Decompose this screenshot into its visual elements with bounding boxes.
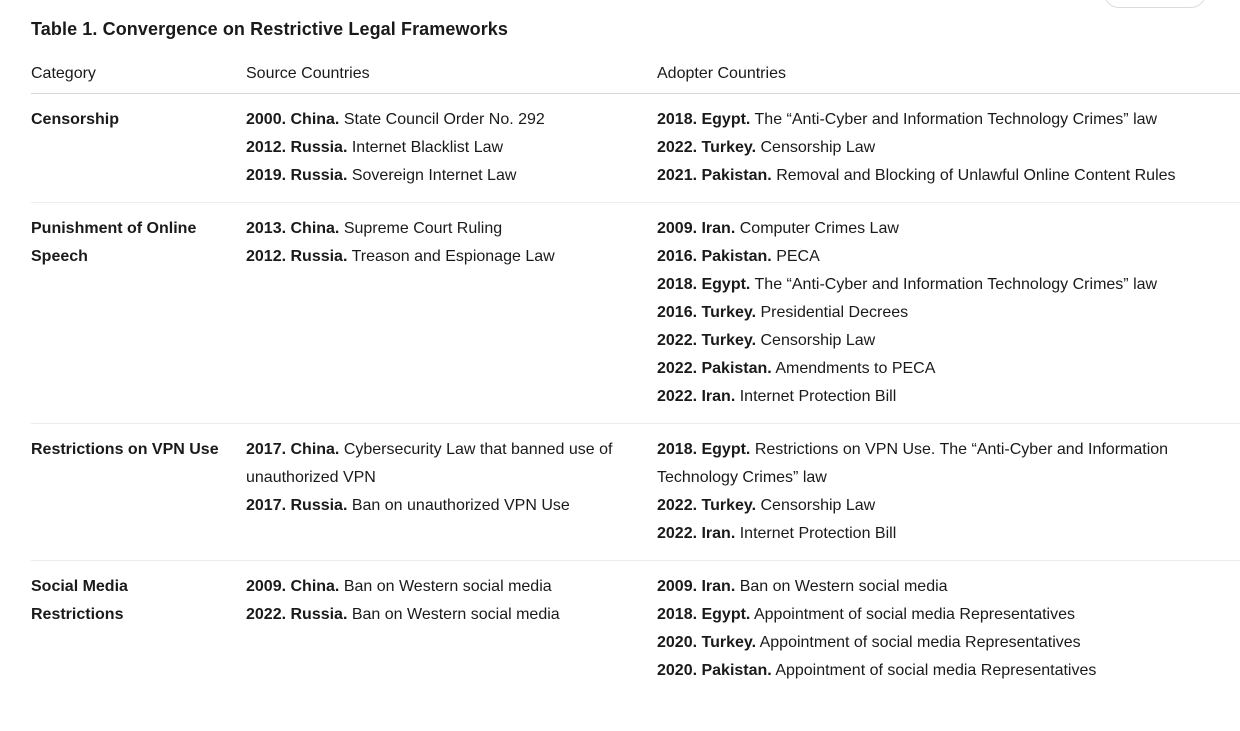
entry-law-description: Censorship Law <box>760 332 876 349</box>
top-right-pill-button[interactable] <box>1104 0 1206 8</box>
source-entry <box>246 436 657 492</box>
source-countries-cell <box>246 424 657 561</box>
entry-law-description: Internet Protection Bill <box>739 525 897 542</box>
header-adopter-countries: Adopter Countries <box>657 60 1240 94</box>
source-entry <box>246 492 657 520</box>
entry-year-country: 2021. Pakistan. <box>657 167 772 184</box>
entry-law-description: Internet Blacklist Law <box>351 139 504 156</box>
entry-year-country: 2017. Russia. <box>246 497 348 514</box>
entry-law-description: Removal and Blocking of Unlawful Online Content Rules <box>776 167 1176 184</box>
adopter-entry <box>657 327 1240 355</box>
source-entry <box>246 106 657 134</box>
source-entry <box>246 134 657 162</box>
adopter-entry <box>657 436 1240 492</box>
category-cell: Social Media Restrictions <box>31 578 128 623</box>
entry-law-description: Supreme Court Ruling <box>343 220 503 237</box>
entry-year-country: 2018. Egypt. <box>657 111 751 128</box>
header-row <box>31 60 1240 94</box>
entry-law-description: Ban on Western social media <box>739 578 948 595</box>
adopter-countries-cell <box>657 561 1240 698</box>
entry-law-description: Restrictions on VPN Use. The “Anti-Cyber and Information Technology Crimes” law <box>657 441 1169 486</box>
entry-year-country: 2013. China. <box>246 220 340 237</box>
adopter-entry <box>657 162 1240 190</box>
adopter-entry <box>657 106 1240 134</box>
entry-year-country: 2022. Russia. <box>246 606 348 623</box>
adopter-entry <box>657 271 1240 299</box>
source-entry <box>246 601 657 629</box>
adopter-entry <box>657 629 1240 657</box>
entry-year-country: 2022. Turkey. <box>657 139 757 156</box>
adopter-countries-cell <box>657 203 1240 424</box>
table-row <box>31 424 1240 561</box>
source-entry <box>246 573 657 601</box>
entry-year-country: 2018. Egypt. <box>657 606 751 623</box>
entry-law-description: Internet Protection Bill <box>739 388 897 405</box>
entry-year-country: 2016. Pakistan. <box>657 248 772 265</box>
entry-law-description: Sovereign Internet Law <box>351 167 517 184</box>
entry-law-description: Appointment of social media Representatives <box>775 662 1097 679</box>
adopter-entry <box>657 383 1240 411</box>
table-row <box>31 94 1240 203</box>
entry-year-country: 2000. China. <box>246 111 340 128</box>
entry-year-country: 2016. Turkey. <box>657 304 757 321</box>
source-entry <box>246 215 657 243</box>
adopter-entry <box>657 215 1240 243</box>
entry-law-description: Treason and Espionage Law <box>351 248 555 265</box>
entry-year-country: 2019. Russia. <box>246 167 348 184</box>
entry-year-country: 2012. Russia. <box>246 139 348 156</box>
entry-law-description: The “Anti-Cyber and Information Technology Crimes” law <box>754 111 1158 128</box>
source-countries-cell <box>246 94 657 203</box>
adopter-entry <box>657 299 1240 327</box>
adopter-entry <box>657 355 1240 383</box>
category-cell: Restrictions on VPN Use <box>31 424 246 561</box>
entry-year-country: 2022. Iran. <box>657 388 736 405</box>
entry-year-country: 2020. Pakistan. <box>657 662 772 679</box>
source-entry <box>246 162 657 190</box>
entry-law-description: Cybersecurity Law that banned use of unauthorized VPN <box>246 441 613 486</box>
entry-year-country: 2012. Russia. <box>246 248 348 265</box>
adopter-entry <box>657 601 1240 629</box>
adopter-countries-cell <box>657 94 1240 203</box>
entry-law-description: Ban on Western social media <box>343 578 552 595</box>
entry-law-description: Appointment of social media Representatives <box>759 634 1081 651</box>
entry-year-country: 2017. China. <box>246 441 340 458</box>
category-cell: Censorship <box>31 94 246 203</box>
adopter-entry <box>657 492 1240 520</box>
entry-year-country: 2022. Iran. <box>657 525 736 542</box>
entry-year-country: 2018. Egypt. <box>657 441 751 458</box>
entry-law-description: Amendments to PECA <box>775 360 936 377</box>
entry-year-country: 2018. Egypt. <box>657 276 751 293</box>
entry-year-country: 2022. Pakistan. <box>657 360 772 377</box>
entry-law-description: Ban on unauthorized VPN Use <box>351 497 570 514</box>
entry-law-description: Censorship Law <box>760 497 876 514</box>
adopter-entry <box>657 573 1240 601</box>
frameworks-table <box>31 60 1240 697</box>
entry-year-country: 2022. Turkey. <box>657 332 757 349</box>
adopter-entry <box>657 134 1240 162</box>
entry-year-country: 2009. Iran. <box>657 220 736 237</box>
category-cell: Punishment of Online Speech <box>31 203 246 424</box>
adopter-entry <box>657 520 1240 548</box>
table-body <box>31 94 1240 698</box>
entry-law-description: Ban on Western social media <box>351 606 560 623</box>
table-row <box>31 203 1240 424</box>
entry-law-description: The “Anti-Cyber and Information Technology Crimes” law <box>754 276 1158 293</box>
table-row <box>31 561 1240 698</box>
entry-law-description: Computer Crimes Law <box>739 220 899 237</box>
table-header <box>31 60 1240 94</box>
entry-law-description: Appointment of social media Representatives <box>753 606 1075 623</box>
header-category: Category <box>31 60 246 94</box>
entry-year-country: 2022. Turkey. <box>657 497 757 514</box>
source-entry <box>246 243 657 271</box>
entry-year-country: 2020. Turkey. <box>657 634 757 651</box>
entry-law-description: State Council Order No. 292 <box>343 111 545 128</box>
header-source-countries: Source Countries <box>246 60 657 94</box>
entry-law-description: Presidential Decrees <box>760 304 909 321</box>
adopter-entry <box>657 243 1240 271</box>
entry-law-description: PECA <box>776 248 820 265</box>
table-title: Table 1. Convergence on Restrictive Legal Frameworks <box>31 19 509 39</box>
entry-year-country: 2009. China. <box>246 578 340 595</box>
adopter-countries-cell <box>657 424 1240 561</box>
adopter-entry <box>657 657 1240 685</box>
source-countries-cell <box>246 561 657 698</box>
entry-year-country: 2009. Iran. <box>657 578 736 595</box>
entry-law-description: Censorship Law <box>760 139 876 156</box>
source-countries-cell <box>246 203 657 424</box>
